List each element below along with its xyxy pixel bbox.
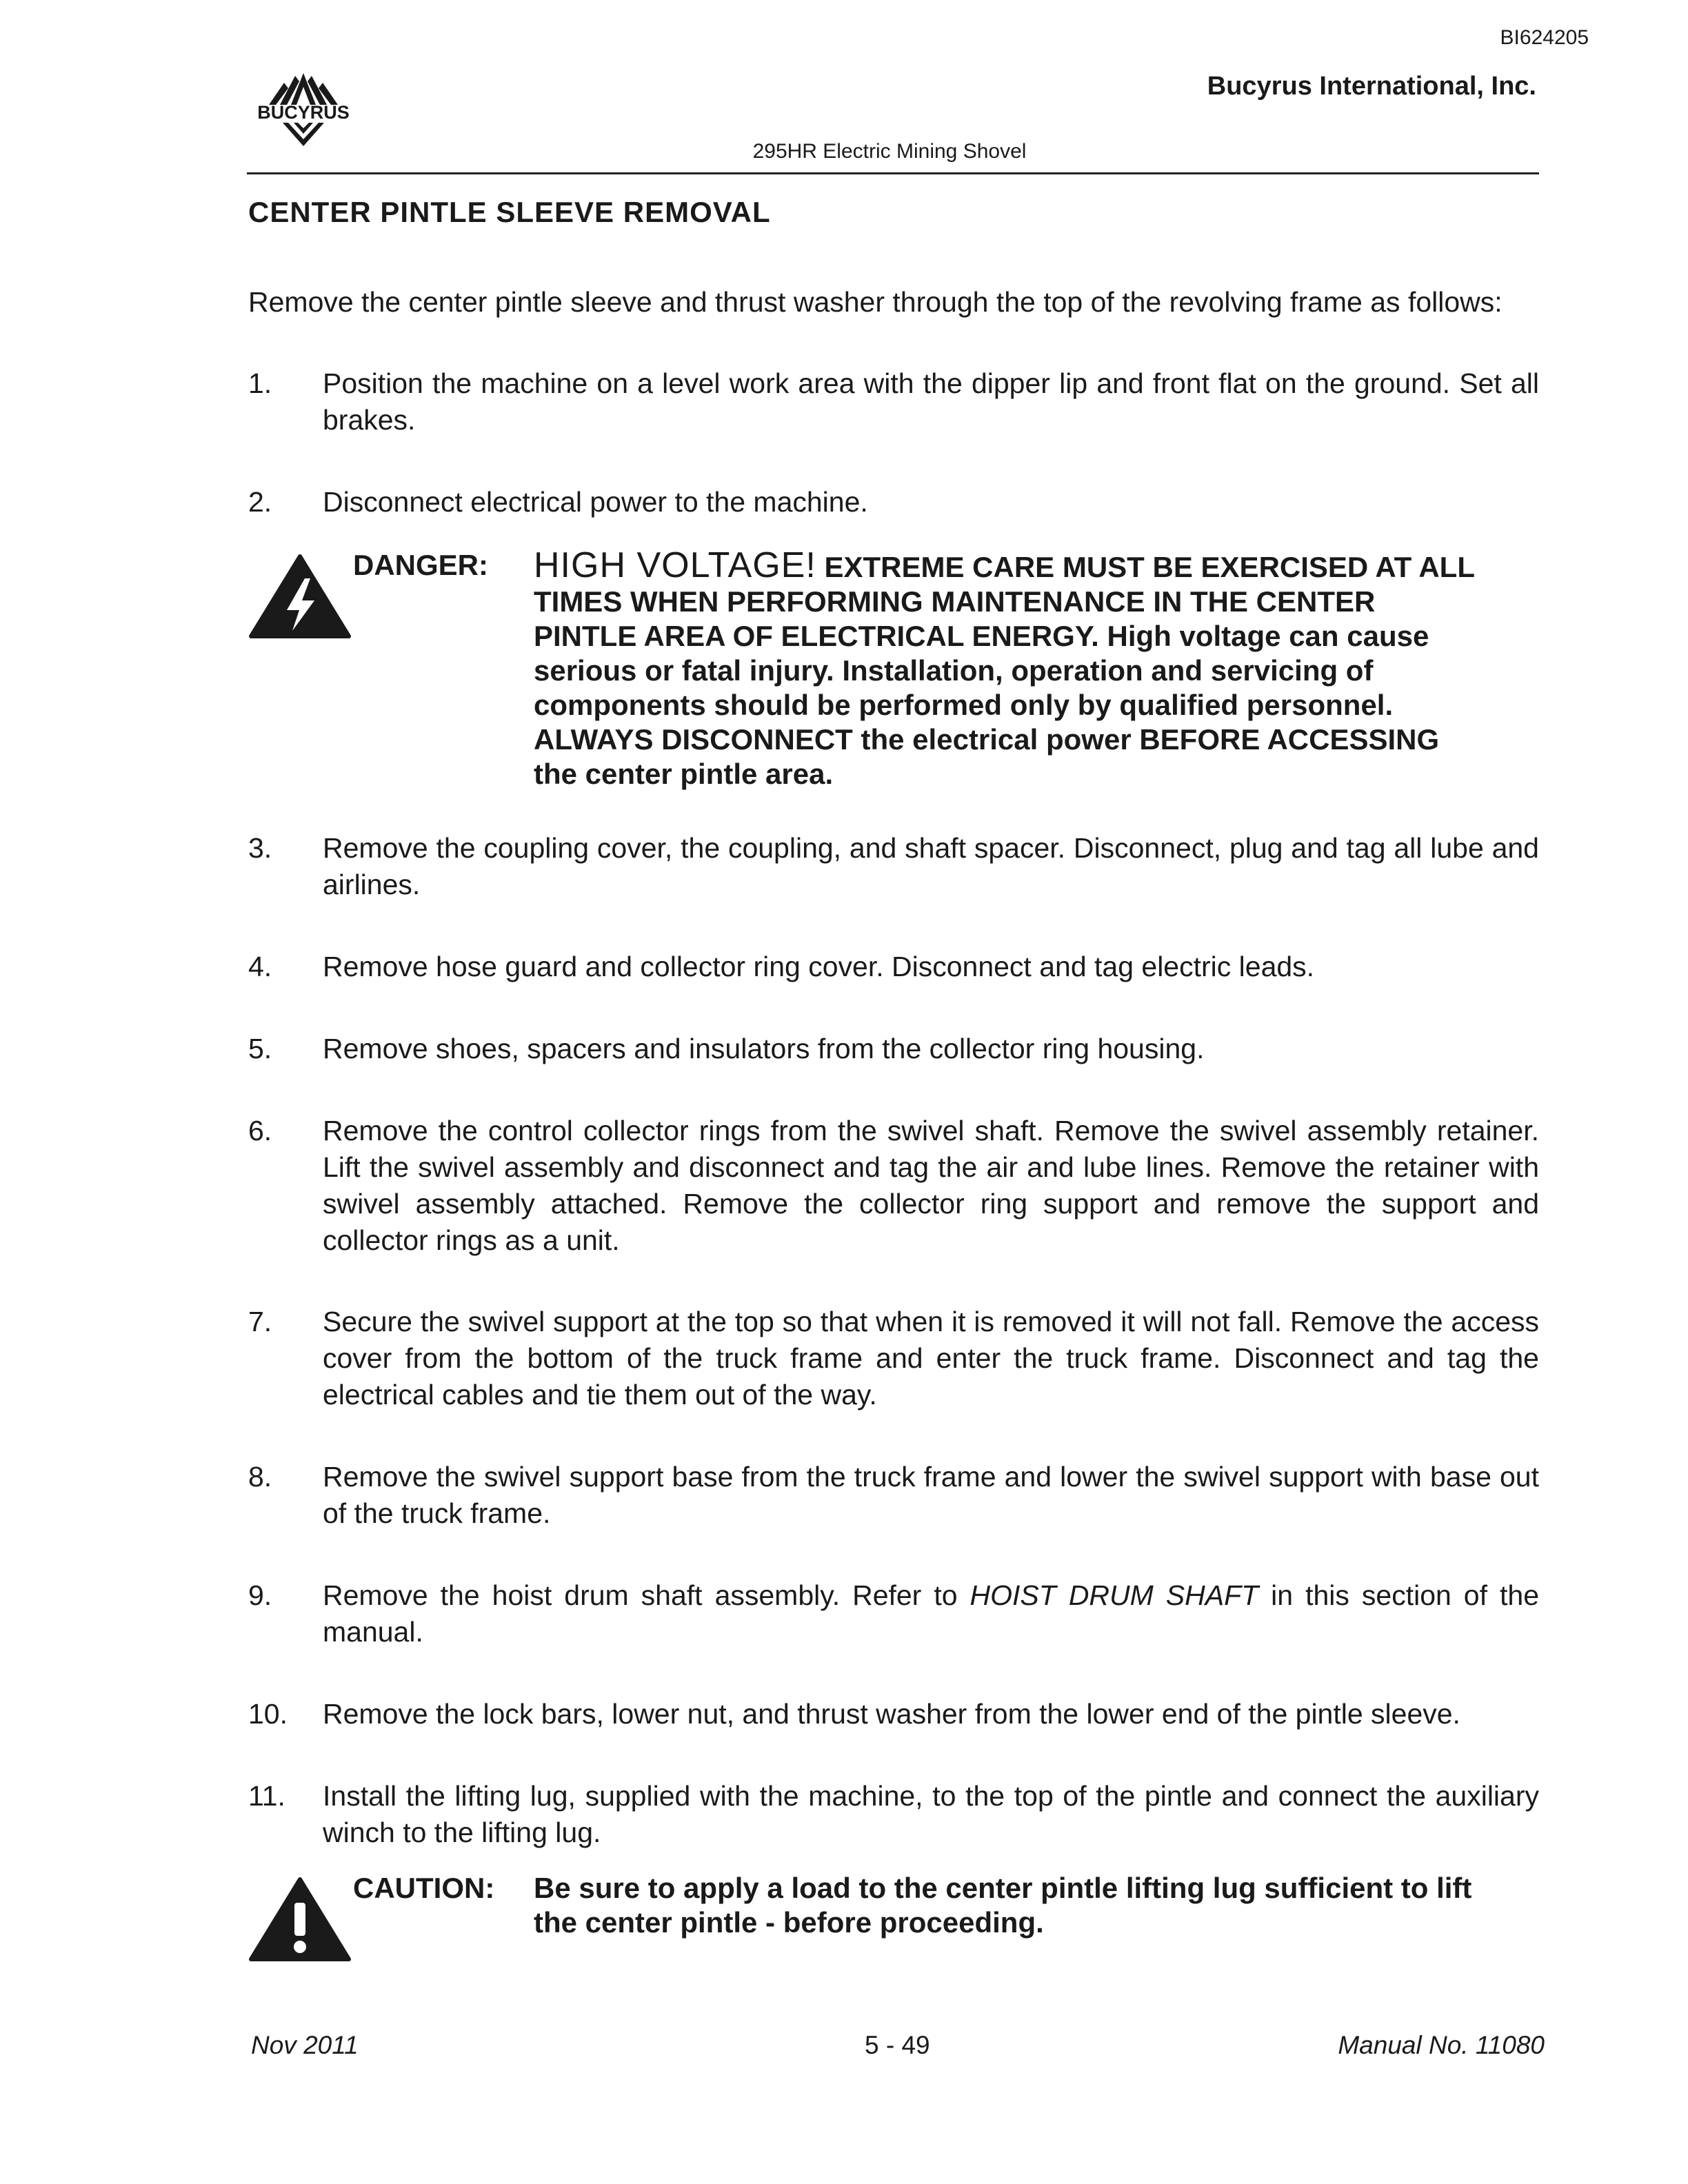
danger-headline: HIGH VOLTAGE! bbox=[534, 545, 816, 585]
caution-notice bbox=[248, 1871, 1545, 1940]
step-number: 4. bbox=[248, 951, 272, 982]
step-text: Remove shoes, spacers and insulators from the collector ring housing. bbox=[323, 1033, 1205, 1064]
step-11 bbox=[248, 1778, 1539, 1851]
caution-line-1: Be sure to apply a load to the center pintle lifting lug sufficient to lift bbox=[534, 1872, 1472, 1904]
danger-notice bbox=[248, 545, 1545, 791]
caution-warning-icon bbox=[248, 1877, 352, 1963]
danger-label: DANGER: bbox=[353, 549, 488, 581]
caution-label: CAUTION: bbox=[353, 1872, 495, 1904]
step-3 bbox=[248, 830, 1539, 903]
high-voltage-warning-icon bbox=[248, 554, 352, 640]
footer-date: Nov 2011 bbox=[251, 2031, 359, 2059]
step-number: 3. bbox=[248, 832, 272, 864]
step-text: Secure the swivel support at the top so that when it is removed it will not fall. Remove the access cover from the bottom of the truck frame and enter the truck frame. Disconnect and tag the electrical cables and tie them out of the way. bbox=[323, 1306, 1539, 1410]
step-text: Remove the control collector rings from the swivel shaft. Remove the swivel assembly retainer. Lift the swivel assembly and disconnect and tag the air and lube lines. Remove the retainer with swivel assembly attached. Remove the collector ring support and remove the support and collector rings as a unit. bbox=[323, 1115, 1539, 1256]
section-title: CENTER PINTLE SLEEVE REMOVAL bbox=[248, 196, 771, 228]
step-text: Install the lifting lug, supplied with the machine, to the top of the pintle and connect the auxiliary winch to the lifting lug. bbox=[323, 1780, 1539, 1848]
step-2 bbox=[248, 484, 1539, 520]
step-4 bbox=[248, 949, 1539, 985]
intro-paragraph: Remove the center pintle sleeve and thrust washer through the top of the revolving frame as follows: bbox=[248, 286, 1503, 318]
step-number: 11. bbox=[248, 1780, 285, 1812]
step-text: Remove the lock bars, lower nut, and thrust washer from the lower end of the pintle sleeve. bbox=[323, 1698, 1460, 1730]
step-6 bbox=[248, 1113, 1539, 1259]
step-5 bbox=[248, 1031, 1539, 1067]
danger-line-5: components should be performed only by qualified personnel. bbox=[534, 689, 1394, 721]
footer-page-number: 5 - 49 bbox=[865, 2031, 930, 2059]
step-number: 1. bbox=[248, 367, 272, 399]
step-text: Remove the coupling cover, the coupling, and shaft spacer. Disconnect, plug and tag all lube and airlines. bbox=[323, 832, 1539, 900]
step-1 bbox=[248, 365, 1539, 438]
cross-reference: HOIST DRUM SHAFT bbox=[969, 1579, 1259, 1611]
danger-line-2: TIMES WHEN PERFORMING MAINTENANCE IN THE CENTER bbox=[534, 585, 1376, 618]
footer-manual-number: Manual No. 11080 bbox=[1338, 2031, 1545, 2059]
step-text: Remove hose guard and collector ring cover. Disconnect and tag electric leads. bbox=[323, 951, 1315, 982]
danger-line-4: serious or fatal injury. Installation, operation and servicing of bbox=[534, 654, 1374, 687]
company-name: Bucyrus International, Inc. bbox=[1207, 72, 1536, 101]
step-number: 2. bbox=[248, 486, 272, 518]
danger-line-7: the center pintle area. bbox=[534, 758, 834, 790]
step-number: 10. bbox=[248, 1698, 288, 1730]
step-9 bbox=[248, 1577, 1539, 1650]
step-7 bbox=[248, 1304, 1539, 1413]
step-number: 5. bbox=[248, 1033, 272, 1064]
danger-line-6: ALWAYS DISCONNECT the electrical power BEFORE ACCESSING bbox=[534, 723, 1440, 756]
step-number: 9. bbox=[248, 1579, 272, 1611]
document-subtitle: 295HR Electric Mining Shovel bbox=[752, 140, 1027, 163]
step-text: Disconnect electrical power to the machine. bbox=[323, 486, 868, 518]
bucyrus-logo bbox=[241, 69, 365, 152]
step-number: 6. bbox=[248, 1115, 272, 1146]
logo-wordmark: BUCYRUS bbox=[257, 102, 350, 123]
step-8 bbox=[248, 1459, 1539, 1532]
step-text-part: Remove the hoist drum shaft assembly. Refer to bbox=[323, 1579, 970, 1611]
caution-line-2: the center pintle - before proceeding. bbox=[534, 1906, 1044, 1939]
danger-line-3: PINTLE AREA OF ELECTRICAL ENERGY. High voltage can cause bbox=[534, 620, 1429, 652]
danger-text bbox=[534, 545, 1545, 585]
danger-line-1: EXTREME CARE MUST BE EXERCISED AT ALL bbox=[816, 551, 1475, 583]
step-number: 7. bbox=[248, 1306, 272, 1337]
document-id: BI624205 bbox=[1500, 26, 1589, 49]
step-text-part: in this section of the manual. bbox=[323, 1579, 1539, 1648]
step-10 bbox=[248, 1696, 1539, 1732]
step-text: Remove the swivel support base from the truck frame and lower the swivel support with base out of the truck frame. bbox=[323, 1461, 1539, 1529]
step-text: Position the machine on a level work area with the dipper lip and front flat on the ground. Set all brakes. bbox=[323, 367, 1539, 436]
step-number: 8. bbox=[248, 1461, 272, 1493]
step-text bbox=[323, 1577, 1539, 1650]
header-divider bbox=[247, 172, 1539, 174]
